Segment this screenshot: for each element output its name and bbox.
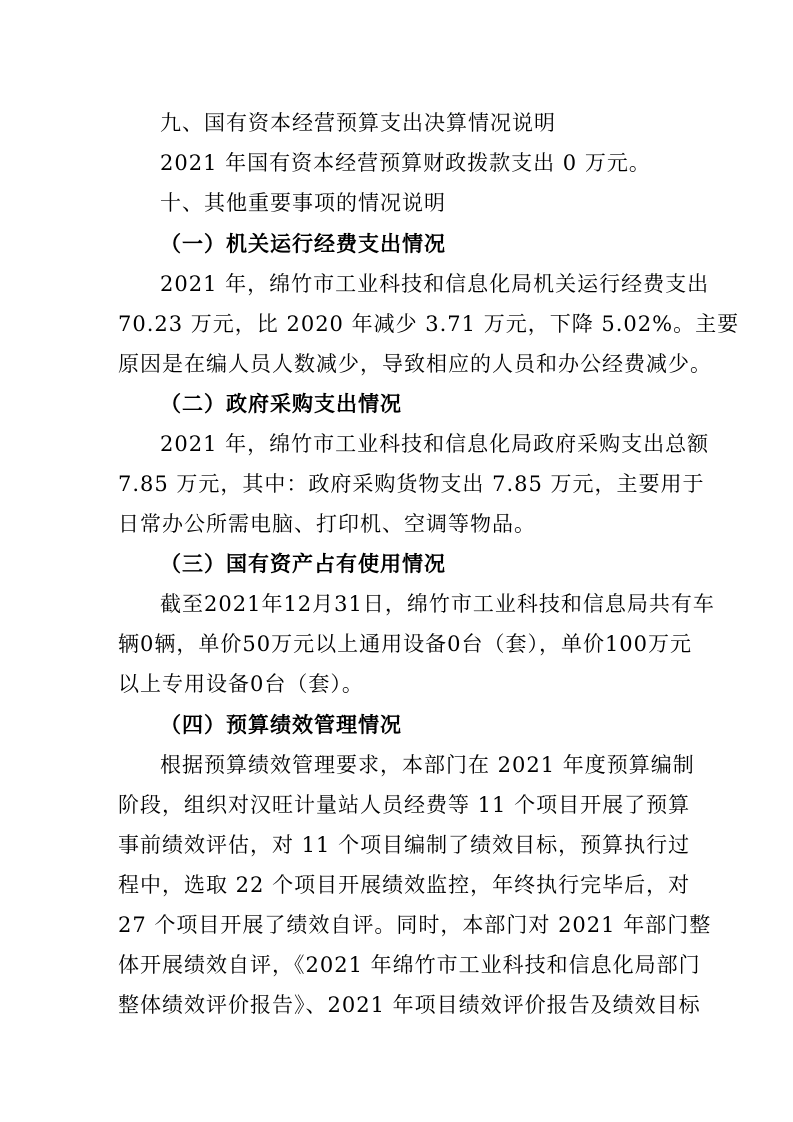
subsection-heading-3: （三）国有资产占有使用情况 [160, 552, 446, 576]
paragraph-line: 事前绩效评估，对 11 个项目编制了绩效目标，预算执行过 [118, 833, 691, 857]
paragraph-line: 70.23 万元，比 2020 年减少 3.71 万元，下降 5.02%。主要 [118, 312, 740, 336]
paragraph-line: 2021 年，绵竹市工业科技和信息化局机关运行经费支出 [160, 272, 710, 296]
paragraph-line: 原因是在编人员人数减少，导致相应的人员和办公经费减少。 [118, 352, 712, 376]
paragraph-line: 根据预算绩效管理要求，本部门在 2021 年度预算编制 [160, 753, 695, 777]
paragraph-line: 整体绩效评价报告》、2021 年项目绩效评价报告及绩效目标 [118, 993, 701, 1017]
paragraph-line: 辆0辆，单价50万元以上通用设备0台（套），单价100万元 [118, 632, 693, 656]
paragraph-line: 程中，选取 22 个项目开展绩效监控，年终执行完毕后，对 [118, 873, 691, 897]
paragraph-line: 2021 年，绵竹市工业科技和信息化局政府采购支出总额 [160, 432, 710, 456]
paragraph-line: 以上专用设备0台（套）。 [118, 672, 364, 696]
subsection-heading-4: （四）预算绩效管理情况 [160, 713, 402, 737]
paragraph-line: 2021 年国有资本经营预算财政拨款支出 0 万元。 [160, 151, 651, 175]
paragraph-line: 阶段，组织对汉旺计量站人员经费等 11 个项目开展了预算 [118, 793, 691, 817]
paragraph-line: 日常办公所需电脑、打印机、空调等物品。 [118, 512, 536, 536]
section-heading-ten: 十、其他重要事项的情况说明 [160, 191, 446, 215]
paragraph-line: 截至2021年12月31日，绵竹市工业科技和信息局共有车 [160, 592, 715, 616]
section-heading-nine: 九、国有资本经营预算支出决算情况说明 [160, 111, 556, 135]
subsection-heading-1: （一）机关运行经费支出情况 [160, 232, 446, 256]
paragraph-line: 7.85 万元，其中：政府采购货物支出 7.85 万元，主要用于 [118, 472, 705, 496]
paragraph-line: 体开展绩效自评，《2021 年绵竹市工业科技和信息化局部门 [118, 953, 701, 977]
paragraph-line: 27 个项目开展了绩效自评。同时，本部门对 2021 年部门整 [118, 913, 712, 937]
subsection-heading-2: （二）政府采购支出情况 [160, 392, 402, 416]
